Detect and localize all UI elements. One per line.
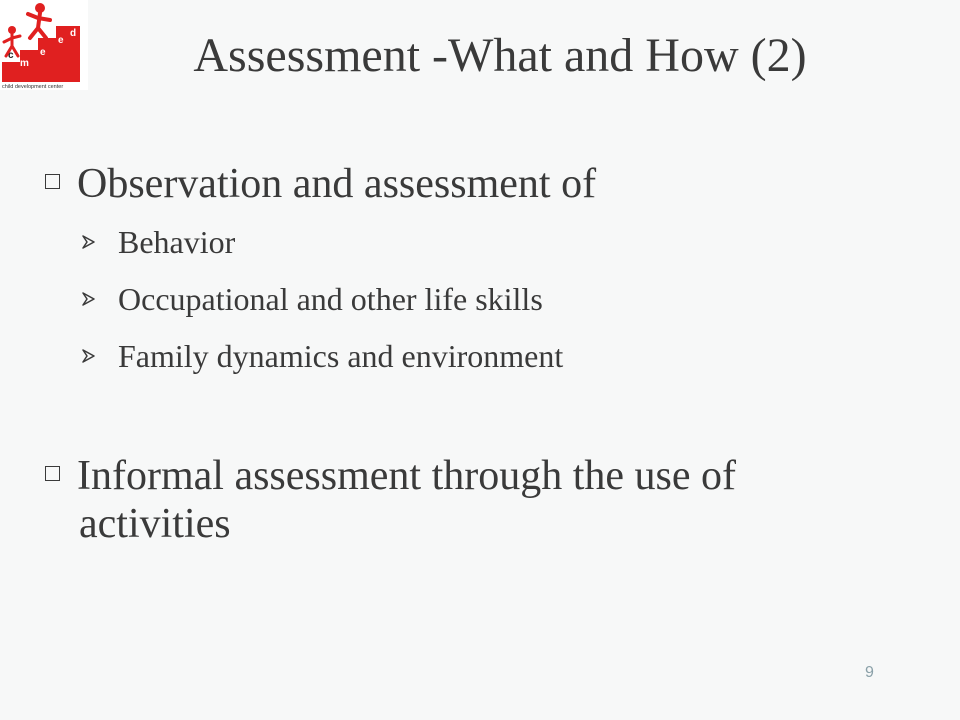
subitem-behavior [82, 223, 235, 261]
bullet-text: Observation and assessment of [77, 161, 597, 207]
square-bullet-icon [45, 466, 60, 481]
bullet-text-line1: Informal assessment through the use of [77, 453, 737, 499]
slide-title: Assessment -What and How (2) [193, 29, 807, 82]
subitem-text: Occupational and other life skills [118, 281, 543, 317]
arrow-bullet-icon [82, 235, 96, 249]
svg-text:e: e [58, 35, 64, 46]
subitem-family [82, 337, 563, 375]
svg-text:m: m [20, 58, 29, 69]
page-number: 9 [865, 664, 874, 681]
svg-text:e: e [40, 47, 46, 58]
arrow-bullet-icon [82, 292, 96, 306]
svg-text:c: c [8, 50, 14, 61]
subitem-text: Behavior [118, 224, 236, 260]
square-bullet-icon [45, 174, 60, 189]
bullet-informal-assessment [45, 452, 925, 548]
bullet-observation [45, 160, 596, 208]
subitem-occupational [82, 280, 543, 318]
logo-tagline: child development center [2, 84, 64, 90]
arrow-bullet-icon [82, 349, 96, 363]
bullet-text-line2: activities [79, 501, 231, 547]
svg-text:d: d [70, 28, 77, 39]
subitem-text: Family dynamics and environment [118, 338, 564, 374]
